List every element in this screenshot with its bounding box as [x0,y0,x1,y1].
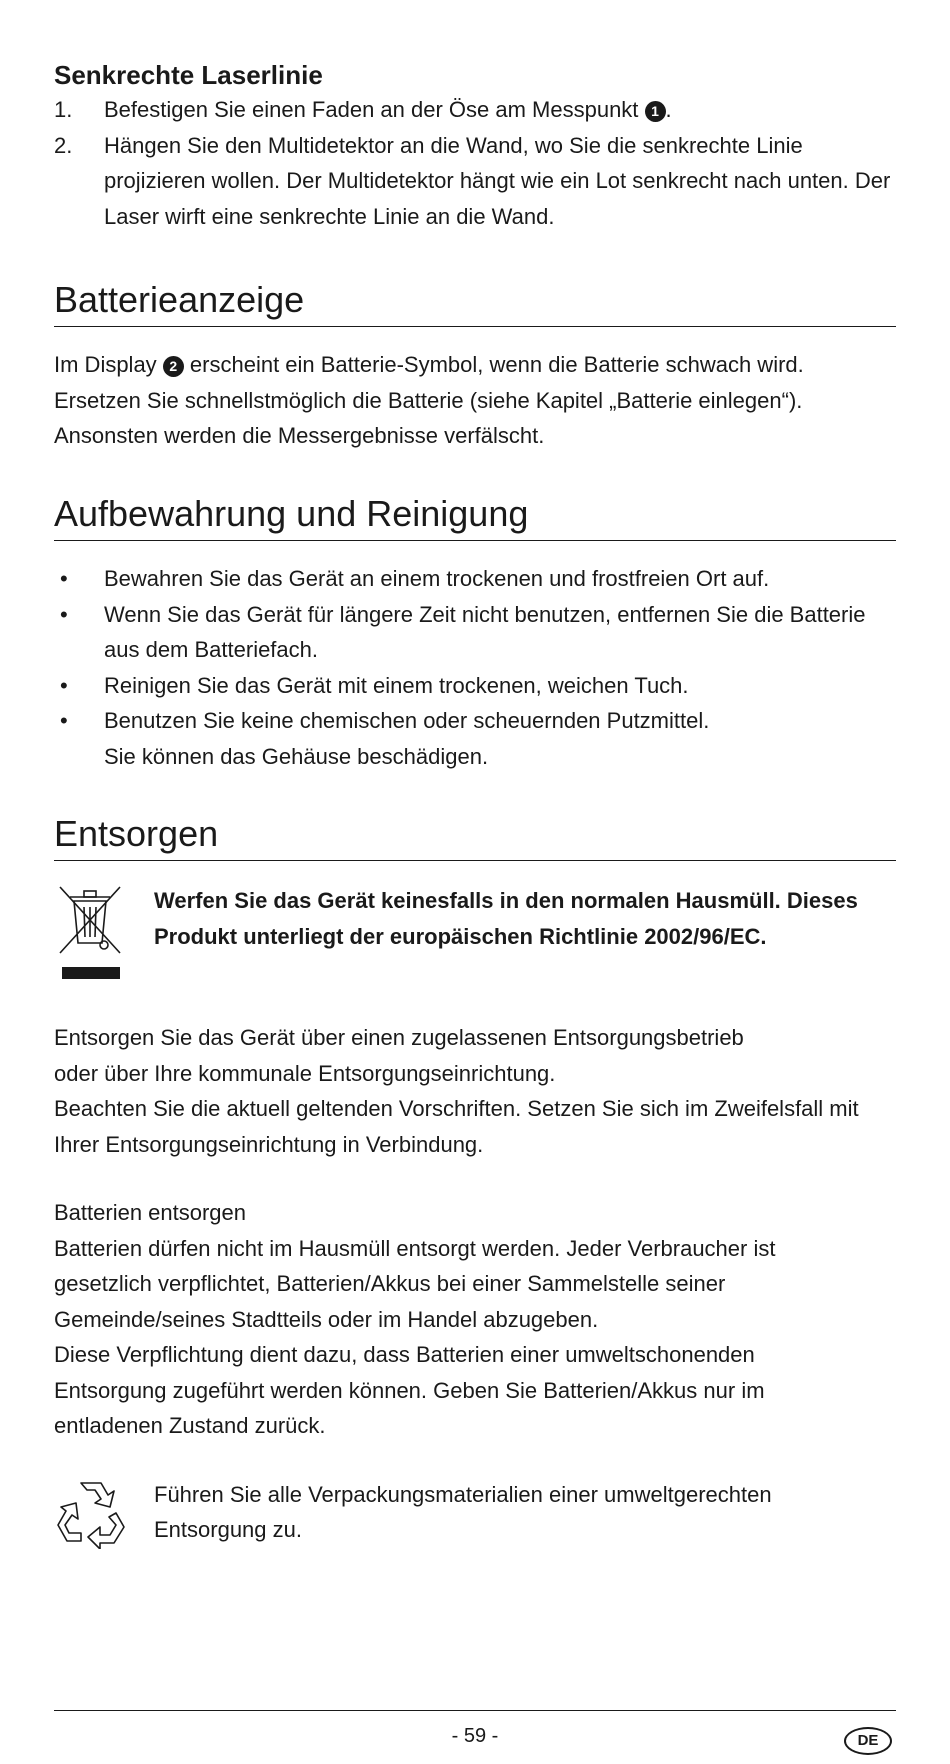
section-laser [54,58,896,234]
batteries-heading: Batterien entsorgen [54,1200,247,1225]
recycling-text: Führen Sie alle Verpackungsmaterialien einer umweltgerechten Entsorgung zu. [154,1481,772,1542]
laser-step-1: 1. Befestigen Sie einen Faden an der Öse am Messpunkt 1 . [54,92,896,128]
batteries-paragraph-2: Diese Verpflichtung dient dazu, dass Batterien einer umweltschonenden Entsorgung zugeführt werden können. Geben Sie Batterien/Akkus nur im entladenen Zustand zurück. [54,1342,765,1438]
weee-notice [54,883,896,988]
section-storage-heading: Aufbewahrung und Reinigung [54,492,896,541]
step-text: Befestigen Sie einen Faden an der Öse am Messpunkt [104,97,645,122]
section-storage [54,492,896,774]
page-number: - 59 - [451,1725,499,1747]
marker-2-icon: 2 [163,356,184,377]
crossed-out-bin-icon [54,883,154,988]
laser-steps [54,92,896,234]
marker-1-icon: 1 [645,101,666,122]
laser-step-2 [54,128,896,235]
recycling-icon [54,1477,154,1554]
weee-warning: Werfen Sie das Gerät keinesfalls in den normalen Hausmüll. Dieses Produkt unterliegt der europäischen Richtlinie 2002/96/EC. [154,888,858,949]
bullet: • [60,708,68,733]
section-disposal-heading: Entsorgen [54,812,896,861]
disposal-paragraph-1: Entsorgen Sie das Gerät über einen zugelassenen Entsorgungsbetrieb oder über Ihre kommunale Entsorgungseinrichtung. [54,1025,744,1086]
list-item: • Benutzen Sie keine chemischen oder scheuernden Putzmittel. Sie können das Gehäuse beschädigen. [54,703,896,774]
bullet: • [60,672,68,698]
section-laser-heading: Senkrechte Laserlinie [54,60,323,90]
section-battery [54,278,896,454]
disposal-paragraph-2: Beachten Sie die aktuell geltenden Vorschriften. Setzen Sie sich im Zweifelsfall mit Ihrer Entsorgungseinrichtung in Verbindung. [54,1096,859,1157]
storage-list [54,561,896,774]
step-number: 1. [54,97,73,122]
battery-paragraph: Im Display 2 erscheint ein Batterie-Symbol, wenn die Batterie schwach wird. Ersetzen Sie schnellstmöglich die Batterie (siehe Kapitel „Batterie einlegen“). Ansonsten werden die Messergebnisse verfälscht. [54,352,804,448]
list-item: • Wenn Sie das Gerät für längere Zeit nicht benutzen, entfernen Sie die Batterie aus dem Batteriefach. [54,597,896,668]
list-item: • Reinigen Sie das Gerät mit einem trockenen, weichen Tuch. [54,668,896,704]
recycling-notice [54,1477,896,1554]
bullet: • [60,566,68,591]
batteries-paragraph-1: Batterien dürfen nicht im Hausmüll entsorgt werden. Jeder Verbraucher ist gesetzlich verpflichtet, Batterien/Akkus bei einer Sammelstelle seiner Gemeinde/seines Stadtteils oder im Handel abzugeben. [54,1235,776,1332]
bullet: • [60,601,68,627]
step-number: 2. [54,132,73,158]
language-badge: DE [844,1727,892,1755]
step-text: Hängen Sie den Multidetektor an die Wand, wo Sie die senkrechte Linie projizieren wollen. Der Multidetektor hängt wie ein Lot senkrecht nach unten. Der Laser wirft eine senkrechte Linie an die Wand. [104,132,891,229]
list-item: • Bewahren Sie das Gerät an einem trockenen und frostfreien Ort auf. [54,561,896,597]
section-battery-heading: Batterieanzeige [54,278,896,327]
section-disposal [54,812,896,1554]
footer-divider [54,1710,896,1711]
